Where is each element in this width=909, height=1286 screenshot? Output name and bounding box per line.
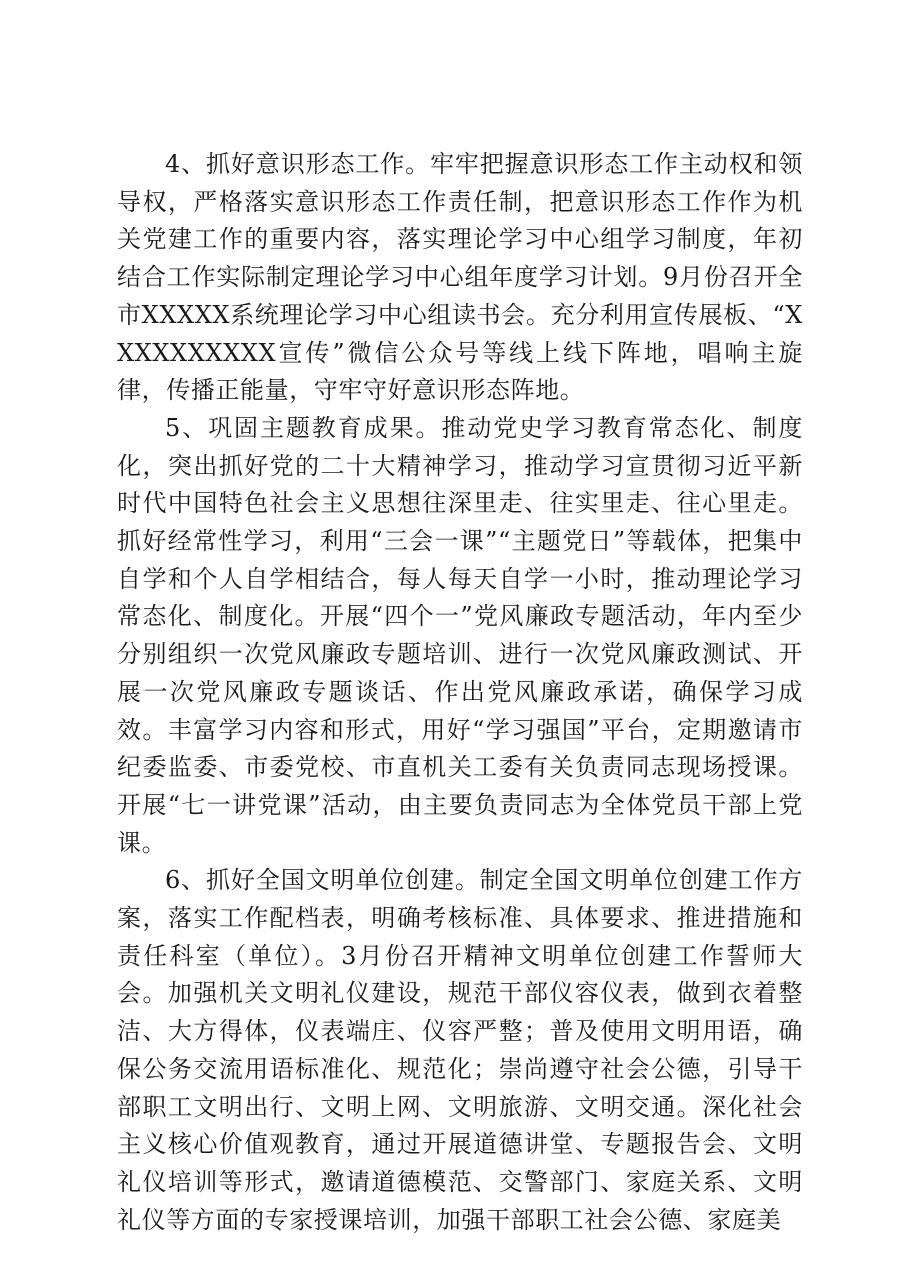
paragraph-ideology-work: 4、抓好意识形态工作。牢牢把握意识形态工作主动权和领导权，严格落实意识形态工作责任制，把意识形态工作作为机关党建工作的重要内容，落实理论学习中心组学习制度，年初结合工作实际制定理论学习中心组年度学习计划。9月份召开全市XXXXX系统理论学习中心组读书会。充分利用宣传展板、“XXXXXXXXXX宣传”微信公众号等线上线下阵地，唱响主旋律，传播正能量，守牢守好意识形态阵地。 (117, 150, 803, 405)
paragraph-civilized-unit: 6、抓好全国文明单位创建。制定全国文明单位创建工作方案，落实工作配档表，明确考核标准、具体要求、推进措施和责任科室（单位）。3月份召开精神文明单位创建工作誓师大会。加强机关文明礼仪建设，规范干部仪容仪表，做到衣着整洁、大方得体，仪表端庄、仪容严整；普及使用文明用语，确保公务交流用语标准化、规范化；崇尚遵守社会公德，引导干部职工文明出行、文明上网、文明旅游、文明交通。深化社会主义核心价值观教育，通过开展道德讲堂、专题报告会、文明礼仪培训等形式，邀请道德模范、交警部门、家庭关系、文明礼仪等方面的专家授课培训，加强干部职工社会公德、家庭美 (117, 866, 803, 1234)
document-body (117, 146, 803, 1239)
paragraph-theme-education: 5、巩固主题教育成果。推动党史学习教育常态化、制度化，突出抓好党的二十大精神学习，推动学习宣贯彻习近平新时代中国特色社会主义思想往深里走、往实里走、往心里走。抓好经常性学习，利用“三会一课”“主题党日”等载体，把集中自学和个人自学相结合，每人每天自学一小时，推动理论学习常态化、制度化。开展“四个一”党风廉政专题活动，年内至少分别组织一次党风廉政专题培训、进行一次党风廉政测试、开展一次党风廉政专题谈话、作出党风廉政承诺，确保学习成效。丰富学习内容和形式，用好“学习强国”平台，定期邀请市纪委监委、市委党校、市直机关工委有关负责同志现场授课。开展“七一讲党课”活动，由主要负责同志为全体党员干部上党课。 (117, 413, 803, 857)
